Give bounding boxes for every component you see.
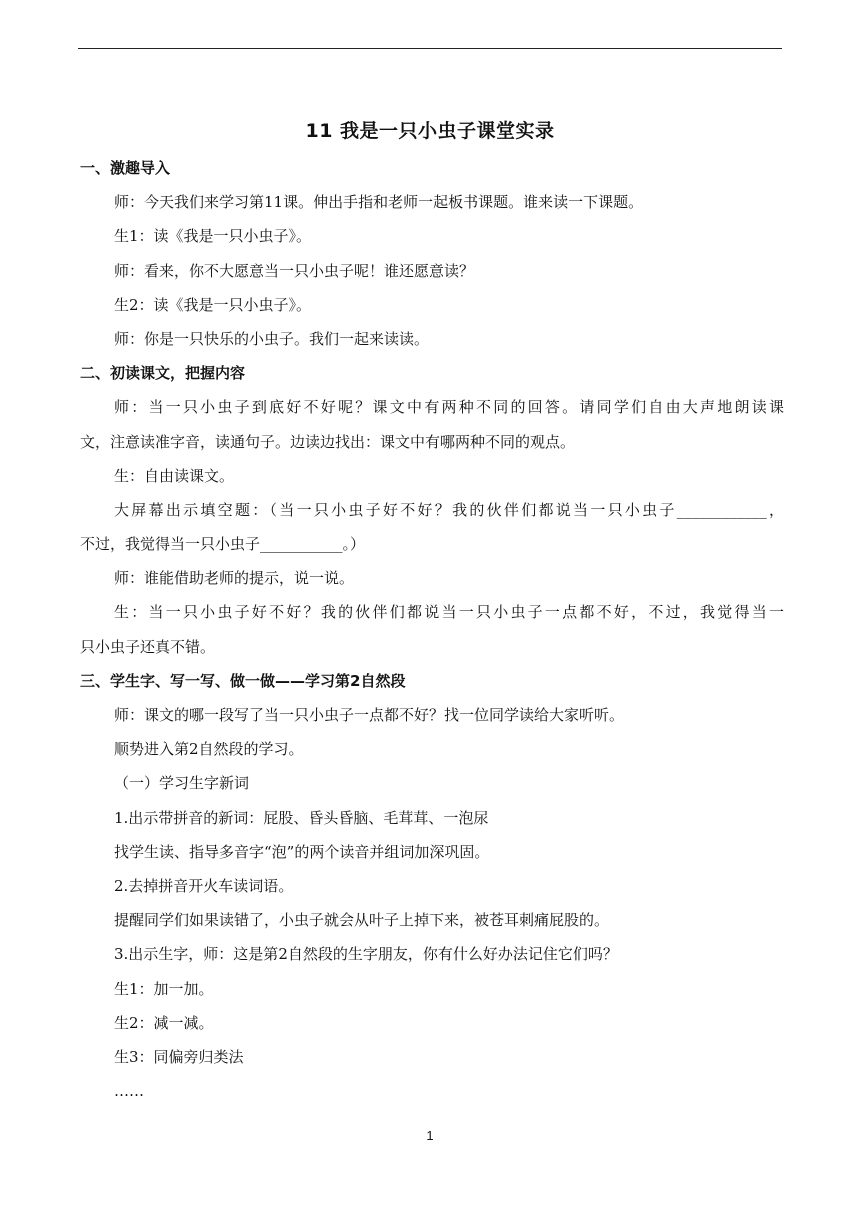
text-line: …… <box>114 1082 144 1101</box>
text-line: 大屏幕出示填空题：（当一只小虫子好不好？我的伙伴们都说当一只小虫子____________， <box>114 500 784 519</box>
text-line: 1.出示带拼音的新词：屁股、昏头昏脑、毛茸茸、一泡尿 <box>114 808 489 827</box>
section-heading: 二、初读课文，把握内容 <box>80 364 246 383</box>
text-line: 不过，我觉得当一只小虫子___________。） <box>80 535 366 554</box>
header-rule <box>78 48 782 49</box>
text-line: 2.去掉拼音开火车读词语。 <box>114 876 294 895</box>
text-line: 文，注意读准字音，读通句子。边读边找出：课文中有哪两种不同的观点。 <box>80 432 576 451</box>
section-heading: 一、激趣导入 <box>80 159 171 177</box>
document-title: 11 我是一只小虫子课堂实录 <box>305 120 555 142</box>
text-line: 生：当一只小虫子好不好？我的伙伴们都说当一只小虫子一点都不好，不过，我觉得当一 <box>114 603 784 622</box>
text-line: 生3：同偏旁归类法 <box>114 1047 244 1066</box>
text-line: 师：看来，你不大愿意当一只小虫子呢！谁还愿意读？ <box>114 261 475 280</box>
text-line: 生2：读《我是一只小虫子》。 <box>114 295 312 314</box>
text-line: 3.出示生字，师：这是第2自然段的生字朋友，你有什么好办法记住它们吗？ <box>114 945 618 964</box>
section-heading: 三、学生字、写一写、做一做——学习第2自然段 <box>80 671 406 690</box>
text-line: （一）学习生字新词 <box>114 774 250 793</box>
text-line: 顺势进入第2自然段的学习。 <box>114 740 304 759</box>
text-line: 提醒同学们如果读错了，小虫子就会从叶子上掉下来，被苍耳刺痛屁股的。 <box>114 911 610 930</box>
text-line: 师：今天我们来学习第11课。伸出手指和老师一起板书课题。谁来读一下课题。 <box>114 193 644 212</box>
text-line: 生1：读《我是一只小虫子》。 <box>114 227 312 246</box>
text-line: 师：谁能借助老师的提示，说一说。 <box>114 569 355 588</box>
text-line: 生：自由读课文。 <box>114 466 235 485</box>
text-line: 师：你是一只快乐的小虫子。我们一起来读读。 <box>114 329 430 348</box>
text-line: 师：当一只小虫子到底好不好呢？课文中有两种不同的回答。请同学们自由大声地朗读课 <box>114 398 784 417</box>
text-line: 生2：减一减。 <box>114 1013 214 1032</box>
text-line: 生1：加一加。 <box>114 979 214 998</box>
page-number: 1 <box>426 1128 434 1143</box>
text-line: 只小虫子还真不错。 <box>80 637 216 656</box>
text-line: 师：课文的哪一段写了当一只小虫子一点都不好？找一位同学读给大家听听。 <box>114 706 625 724</box>
document-body <box>80 151 784 1108</box>
text-line: 找学生读、指导多音字“泡”的两个读音并组词加深巩固。 <box>114 842 490 861</box>
